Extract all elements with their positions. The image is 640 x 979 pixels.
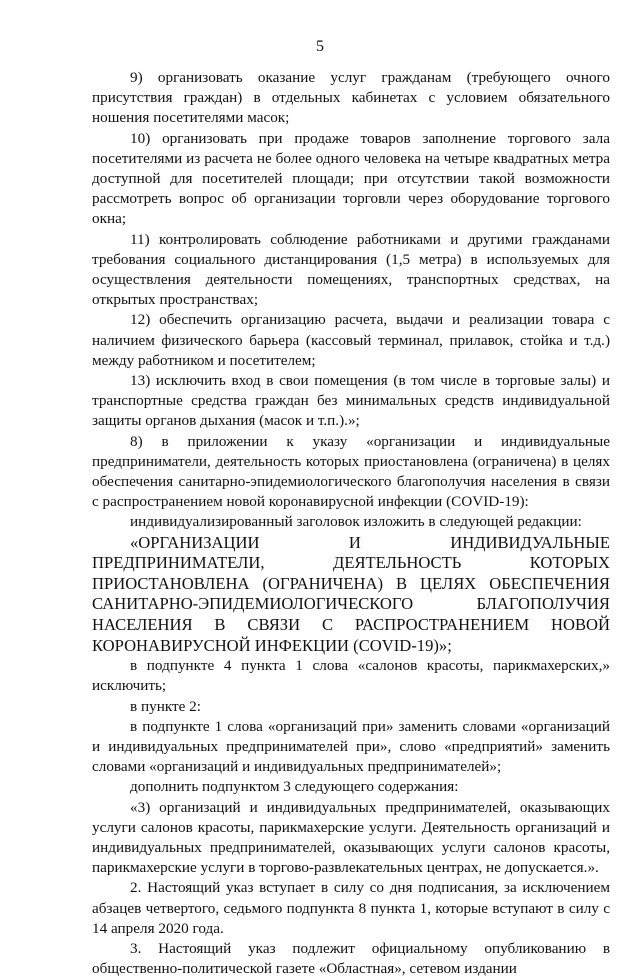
paragraph-subitem-4-exclusion: в подпункте 4 пункта 1 слова «салонов красоты, парикмахерских,» исключить; (92, 657, 610, 695)
paragraph-item-9: 9) организовать оказание услуг гражданам (требующего очного присутствия граждан) в отдельных кабинетах с условием обязательного ношения посетителями масок; (92, 69, 610, 127)
paragraph-item-11: 11) контролировать соблюдение работниками и другими гражданами требования социального дистанцирования (1,5 метра) в используемых для осуществления деятельности помещениях, транспортных средствах, на открытых пространствах; (92, 230, 610, 309)
paragraph-amendment-8: 8) в приложении к указу «организации и индивидуальные предприниматели, деятельность которых приостановлена (ограничена) в целях обеспечения санитарно-эпидемиологического благополучия населения в связи с распространением новой коронавирусной инфекции (COVID-19): (92, 432, 610, 511)
paragraph-item-13: 13) исключить вход в свои помещения (в том числе в торговые залы) и транспортные средства граждан без минимальных средств индивидуальной защиты органов дыхания (масок и т.п.).»; (92, 372, 610, 430)
paragraph-publication: 3. Настоящий указ подлежит официальному опубликованию в общественно-политической газете «Областная», сетевом издании (92, 940, 610, 978)
paragraph-heading-instruction: индивидуализированный заголовок изложить в следующей редакции: (130, 513, 582, 531)
paragraph-new-heading: «ОРГАНИЗАЦИИ И ИНДИВИДУАЛЬНЫЕ ПРЕДПРИНИМАТЕЛИ, ДЕЯТЕЛЬНОСТЬ КОТОРЫХ ПРИОСТАНОВЛЕНА (ОГРАНИЧЕНА) В ЦЕЛЯХ ОБЕСПЕЧЕНИЯ САНИТАРНО-ЭПИДЕМИОЛОГИЧЕСКОГО БЛАГОПОЛУЧИЯ НАСЕЛЕНИЯ В СВЯЗИ С РАСПРОСТРАНЕНИЕМ НОВОЙ КОРОНАВИРУСНОЙ ИНФЕКЦИИ (COVID-19)»; (92, 532, 610, 655)
paragraph-subitem-3-text: «3) организаций и индивидуальных предпринимателей, оказывающих услуги салонов красоты, парикмахерские услуги. Деятельность организаций и индивидуальных предпринимателей, оказывающих услуги салонов красоты, парикмахерские услуги в торгово-развлекательных центрах, не допускается.». (92, 798, 610, 877)
paragraph-effective-date: 2. Настоящий указ вступает в силу со дня подписания, за исключением абзацев четвертого, седьмого подпункта 8 пункта 1, которые вступают в силу с 14 апреля 2020 года. (92, 879, 610, 937)
paragraph-add-subitem-3: дополнить подпунктом 3 следующего содержания: (130, 778, 459, 796)
paragraph-point-2: в пункте 2: (130, 697, 201, 715)
document-body (92, 68, 610, 979)
page-number: 5 (316, 38, 324, 55)
paragraph-item-12: 12) обеспечить организацию расчета, выдачи и реализации товара с наличием физического барьера (кассовый терминал, прилавок, стойка и т.д.) между работником и посетителем; (92, 311, 610, 369)
paragraph-subitem-1-replacement: в подпункте 1 слова «организаций при» заменить словами «организаций и индивидуальных предпринимателей при», слово «предприятий» заменить словами «организаций и индивидуальных предпринимателей»; (92, 717, 610, 776)
paragraph-item-10: 10) организовать при продаже товаров заполнение торгового зала посетителями из расчета не более одного человека на четыре квадратных метра доступной для посетителей площади; при отсутствии такой возможности рассмотреть вопрос об организации торговли через оборудование торгового окна; (92, 129, 610, 228)
